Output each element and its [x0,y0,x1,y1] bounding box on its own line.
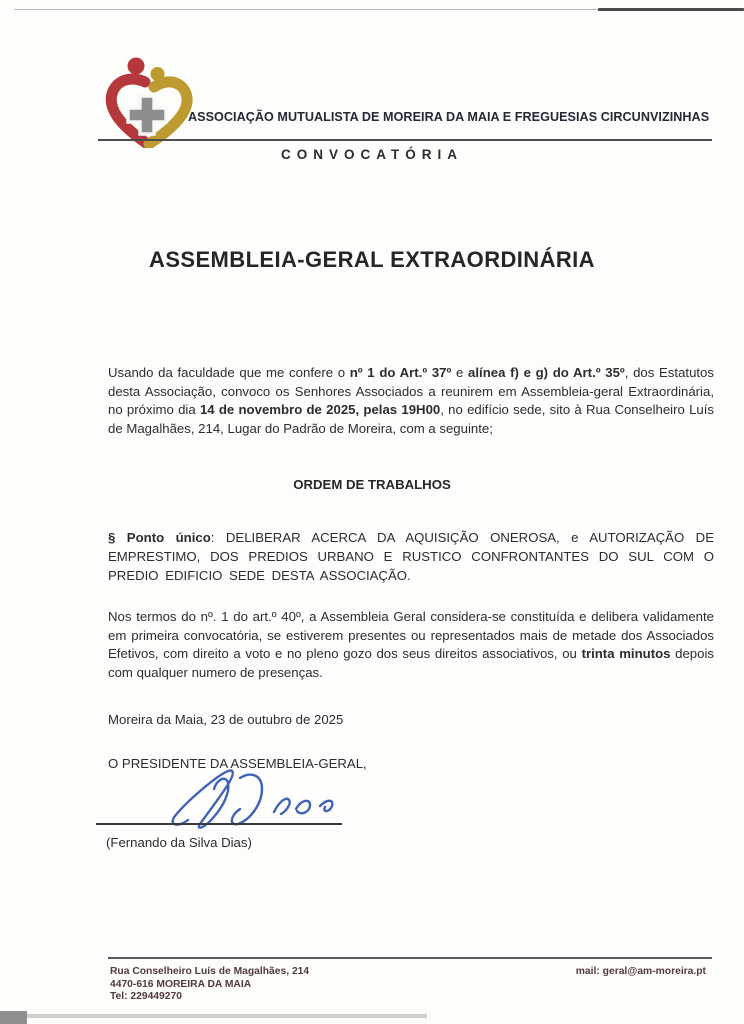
header-divider-rule [98,139,712,141]
signatory-name: (Fernando da Silva Dias) [106,835,252,850]
footer-address-line1: Rua Conselheiro Luís de Magalhães, 214 [110,966,310,977]
footer-divider-rule [108,957,712,959]
signature-rule [96,823,342,825]
scan-artifact-bottom-streak [27,1014,427,1018]
footer-address-block [110,966,309,1004]
intro-paragraph: Usando da faculdade que me confere o nº 1 do Art.º 37º e alínea f) e g) do Art.º 35º, dos Estatutos desta Associação, convoco os Senhores Associados a reunirem em Assembleia-geral Extraordinária, no próximo dia 14 de novembro de 2025, pelas 19H00, no edifício sede, sito à Rua Conselheiro Luís de Magalhães, 214, Lugar do Padrão de Moreira, com a seguinte; [108,365,714,436]
association-heart-cross-logo [104,56,194,148]
date-line: Moreira da Maia, 23 de outubro de 2025 [108,712,344,727]
org-name-heading: ASSOCIAÇÃO MUTUALISTA DE MOREIRA DA MAIA E FREGUESIAS CIRCUNVIZINHAS [188,110,710,124]
scan-artifact-top-right-mark [598,8,744,11]
main-title: ASSEMBLEIA-GERAL EXTRAORDINÁRIA [149,247,595,272]
quorum-paragraph: Nos termos do nº. 1 do art.º 40º, a Assembleia Geral considera-se constituída e delibera validamente em primeira convocatória, se estiverem presentes ou representados mais de metade dos Associados Efetivos, com direito a voto e no pleno gozo dos seus direitos associativos, ou trinta minutos depois com qualquer numero de presenças. [108,609,715,680]
footer-address-line2: 4470-616 MOREIRA DA MAIA [110,978,252,990]
signature-ink-icon [158,768,368,830]
heart-figures-cross-icon [104,56,194,148]
president-line: O PRESIDENTE DA ASSEMBLEIA-GERAL, [108,756,367,771]
agenda-heading: ORDEM DE TRABALHOS [293,477,451,492]
doc-type-heading: CONVOCATÓRIA [281,147,463,162]
agenda-item-paragraph: § Ponto único: DELIBERAR ACERCA DA AQUISIÇÃO ONEROSA, e AUTORIZAÇÃO DE EMPRESTIMO, DOS PREDIOS URBANO E RUSTICO CONFRONTANTES DO SUL COM O PREDIO EDIFICIO SEDE DESTA ASSOCIAÇÃO. [108,530,714,583]
footer-email: mail: geral@am-moreira.pt [575,966,706,977]
handwritten-signature [158,768,368,830]
scan-artifact-bottom-smudge [0,1011,27,1024]
footer-phone: Tel: 229449270 [110,991,182,1003]
